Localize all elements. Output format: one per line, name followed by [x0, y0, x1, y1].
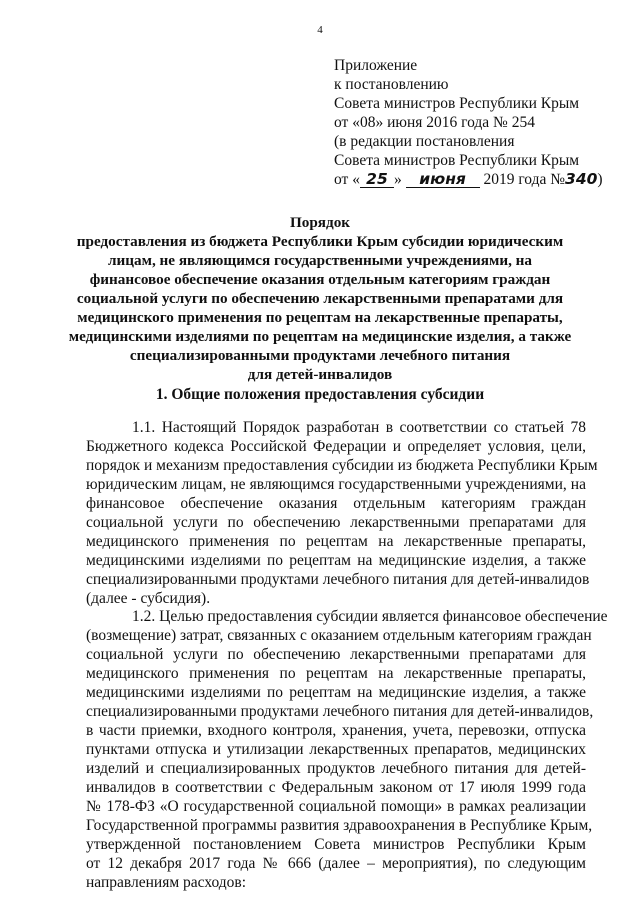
- appendix-line: Совета министров Республики Крым: [334, 95, 580, 112]
- title-line: Порядок: [289, 214, 351, 231]
- title-line: медицинского применения по рецептам на лекарственные препараты,: [77, 309, 563, 326]
- paragraph-1-1: [86, 418, 598, 608]
- text-line: порядок и механизм предоставления субсидии из бюджета Республики Крым: [86, 457, 598, 474]
- title-line: предоставления из бюджета Республики Крым субсидии юридическим: [76, 233, 564, 250]
- handwritten-day: 25: [366, 170, 388, 188]
- text-line: инвалидов в соответствии с Федеральным законом от 17 июля 1999 года: [86, 779, 586, 796]
- text-line: от 12 декабря 2017 года № 666 (далее – мероприятия), по следующим: [86, 855, 586, 872]
- date-suffix: ): [597, 171, 603, 188]
- text-line: Государственной программы развития здравоохранения в Республике Крым,: [86, 817, 593, 834]
- title-line: финансовое обеспечение оказания отдельным категориям граждан: [89, 271, 551, 288]
- section-heading: 1. Общие положения предоставления субсидии: [155, 386, 485, 403]
- text-line: Бюджетного кодекса Российской Федерации и определяет условия, цели,: [86, 438, 586, 455]
- text-line: (возмещение) затрат, связанных с оказанием отдельным категориям граждан: [86, 627, 592, 644]
- text-line: № 178-ФЗ «О государственной социальной помощи» в рамках реализации: [86, 798, 586, 815]
- paragraph-1-2: [86, 607, 608, 892]
- title-line: социальной услуги по обеспечению лекарственными препаратами для: [76, 290, 564, 307]
- text-line: медицинскими изделиями по рецептам на медицинские изделия, а также: [86, 552, 586, 569]
- date-prefix: от «: [334, 171, 360, 188]
- text-line: направлениям расходов:: [86, 874, 247, 891]
- appendix-block: [334, 56, 624, 189]
- text-line: финансовое обеспечение оказания отдельным категориям граждан: [86, 495, 586, 512]
- appendix-line: Совета министров Республики Крым: [334, 152, 580, 169]
- text-line: юридическим лицам, не являющимся государственными учреждениями, на: [86, 476, 586, 493]
- text-line: медицинского применения по рецептам на лекарственные препараты,: [86, 533, 586, 550]
- text-line: специализированными продуктами лечебного питания для детей-инвалидов,: [86, 703, 594, 720]
- appendix-line: от «08» июня 2016 года № 254: [334, 114, 535, 131]
- appendix-line: Приложение: [334, 57, 418, 74]
- handwritten-number: 340: [565, 170, 598, 188]
- text-line: 1.1. Настоящий Порядок разработан в соответствии со статьей 78: [132, 419, 586, 436]
- date-mid: »: [393, 171, 402, 188]
- text-line: изделий и специализированных продуктов лечебного питания для детей-: [86, 760, 586, 777]
- document-title: [40, 213, 600, 384]
- text-line: пунктами отпуска и утилизации лекарственных препаратов, медицинских: [86, 741, 586, 758]
- text-line: социальной услуги по обеспечению лекарственными препаратами для: [86, 514, 586, 531]
- title-line: для детей-инвалидов: [247, 366, 393, 383]
- text-line: 1.2. Целью предоставления субсидии является финансовое обеспечение: [132, 608, 608, 625]
- text-line: специализированными продуктами лечебного питания для детей-инвалидов: [86, 571, 590, 588]
- appendix-line: (в редакции постановления: [334, 133, 515, 150]
- handwritten-month: июня: [419, 170, 466, 188]
- text-line: медицинского применения по рецептам на лекарственные препараты,: [86, 665, 586, 682]
- title-line: лицам, не являющимся государственными учреждениями, на: [107, 252, 533, 269]
- text-line: социальной услуги по обеспечению лекарственными препаратами для: [86, 646, 586, 663]
- amendment-date-line: [334, 170, 624, 189]
- text-line: (далее - субсидия).: [86, 590, 211, 607]
- text-line: утвержденной постановлением Совета министров Республики Крым: [86, 836, 586, 853]
- title-line: специализированными продуктами лечебного питания: [129, 347, 511, 364]
- date-year: 2019 года №: [483, 171, 566, 188]
- text-line: медицинскими изделиями по рецептам на медицинские изделия, а также: [86, 684, 586, 701]
- appendix-line: к постановлению: [334, 76, 449, 93]
- page-number: 4: [317, 24, 323, 36]
- text-line: в части приемки, входного контроля, хранения, учета, перевозки, отпуска: [86, 722, 586, 739]
- title-line: медицинскими изделиями по рецептам на медицинские изделия, а также: [68, 328, 572, 345]
